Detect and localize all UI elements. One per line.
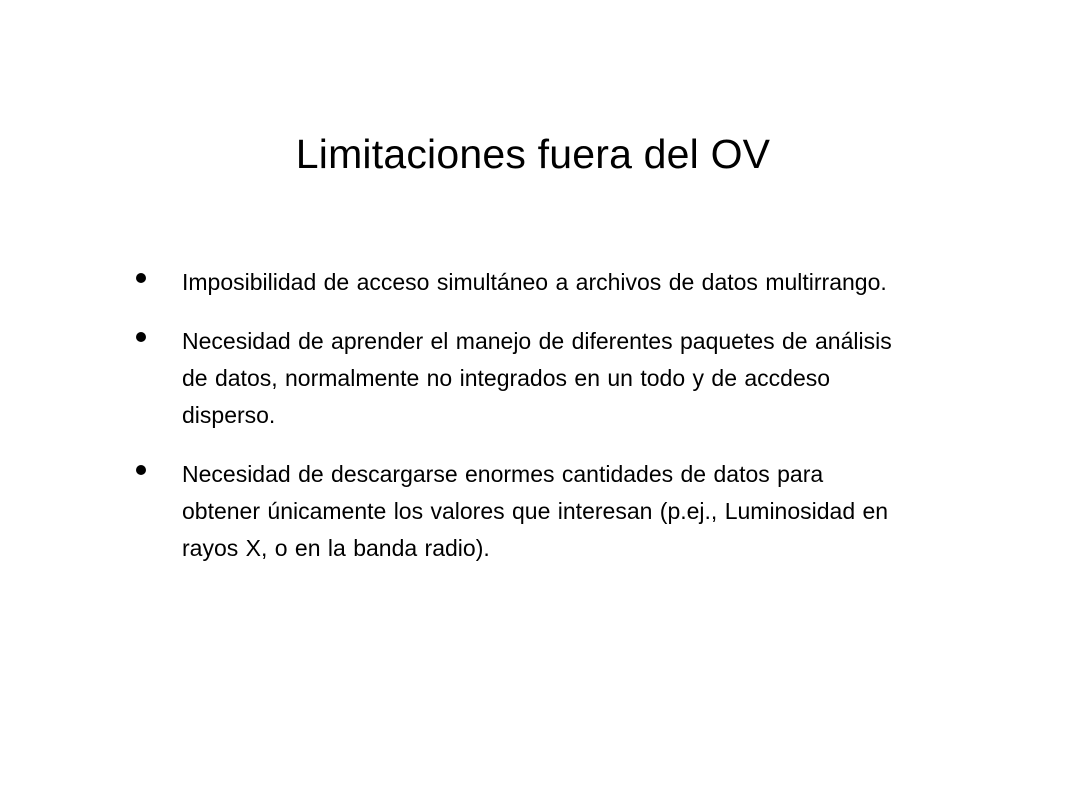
slide-title: Limitaciones fuera del OV bbox=[295, 131, 771, 177]
bullet-dot-icon bbox=[136, 332, 146, 342]
bullet-text: Necesidad de aprender el manejo de diferentes paquetes de análisis de datos, normalmente no integrados en un todo y de accdeso disperso. bbox=[182, 328, 892, 428]
bullet-text: Imposibilidad de acceso simultáneo a archivos de datos multirrango. bbox=[182, 269, 887, 295]
bullet-item bbox=[130, 323, 900, 434]
bullet-dot-icon bbox=[136, 465, 146, 475]
bullet-item bbox=[130, 264, 900, 301]
bullet-item bbox=[130, 456, 900, 567]
bullet-list bbox=[130, 264, 900, 589]
bullet-text: Necesidad de descargarse enormes cantidades de datos para obtener únicamente los valores que interesan (p.ej., Luminosidad en rayos X, o en la banda radio). bbox=[182, 461, 889, 561]
bullet-dot-icon bbox=[136, 273, 146, 283]
